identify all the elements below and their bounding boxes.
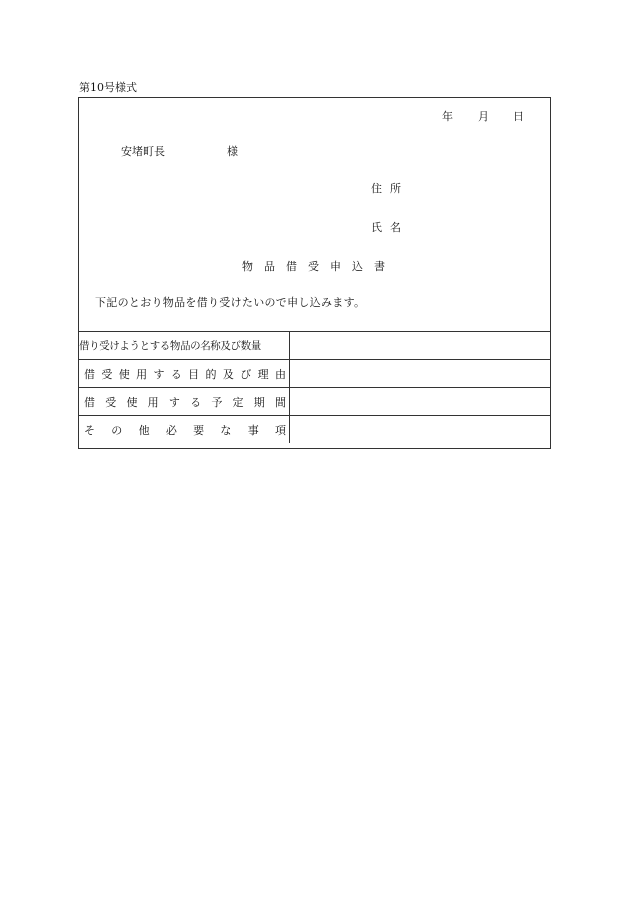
addressee-name: 安堵町長 xyxy=(121,145,165,158)
label-char: 必 xyxy=(165,423,177,437)
date-year-label: 年 xyxy=(442,110,453,123)
label-char: る xyxy=(170,367,182,381)
application-form xyxy=(78,97,551,449)
label-char: 他 xyxy=(138,423,150,437)
label-char: 用 xyxy=(136,367,148,381)
label-char: 借 xyxy=(84,367,95,381)
date-day-label: 日 xyxy=(513,110,524,123)
label-char: 由 xyxy=(274,367,286,381)
row-label-cell xyxy=(79,416,290,444)
applicant-name-label: 氏名 xyxy=(371,221,409,234)
label-char: 期 xyxy=(253,395,265,409)
label-char: 理 xyxy=(257,367,269,381)
label-char: 使 xyxy=(126,395,138,409)
addressee-honorific: 様 xyxy=(227,145,238,158)
row-label-cell xyxy=(79,360,290,388)
row-label-item-name-quantity: 借り受けようとする物品の名称及び数量 xyxy=(79,340,261,352)
label-char: 借 xyxy=(84,395,95,409)
table-row xyxy=(79,360,551,388)
document-title: 物品借受申込書 xyxy=(242,260,396,273)
label-char: 用 xyxy=(147,395,159,409)
row-label-cell xyxy=(79,332,290,360)
table-row xyxy=(79,388,551,416)
label-char: す xyxy=(168,395,180,409)
form-header xyxy=(79,98,550,332)
label-char: る xyxy=(190,395,202,409)
label-char: 的 xyxy=(205,367,217,381)
label-char: す xyxy=(153,367,165,381)
label-char: 間 xyxy=(274,395,286,409)
row-value-purpose-reason[interactable] xyxy=(290,360,552,388)
label-char: 予 xyxy=(211,395,223,409)
row-label-planned-period xyxy=(79,394,289,410)
label-char: 事 xyxy=(247,423,259,437)
label-char: 項 xyxy=(274,423,286,437)
row-label-other-matters xyxy=(79,422,289,438)
date-month-label: 月 xyxy=(478,110,489,123)
label-char: そ xyxy=(84,423,95,437)
label-char: 定 xyxy=(232,395,244,409)
label-char: び xyxy=(240,367,252,381)
label-char: 要 xyxy=(193,423,205,437)
applicant-address-label: 住所 xyxy=(371,182,409,195)
label-char: 及 xyxy=(222,367,234,381)
row-value-other-matters[interactable] xyxy=(290,416,552,444)
row-value-item-name-quantity[interactable] xyxy=(290,332,552,360)
table-row xyxy=(79,332,551,360)
label-char: 目 xyxy=(188,367,200,381)
row-label-cell xyxy=(79,388,290,416)
detail-table xyxy=(79,331,551,443)
label-char: 使 xyxy=(118,367,130,381)
label-char: 受 xyxy=(105,395,117,409)
form-number: 第10号様式 xyxy=(79,81,137,94)
label-char: の xyxy=(111,423,123,437)
label-char: な xyxy=(220,423,232,437)
label-char: 受 xyxy=(101,367,113,381)
application-statement: 下記のとおり物品を借り受けたいので申し込みます。 xyxy=(95,296,366,309)
row-label-purpose-reason xyxy=(79,366,289,382)
row-value-planned-period[interactable] xyxy=(290,388,552,416)
table-row xyxy=(79,416,551,444)
